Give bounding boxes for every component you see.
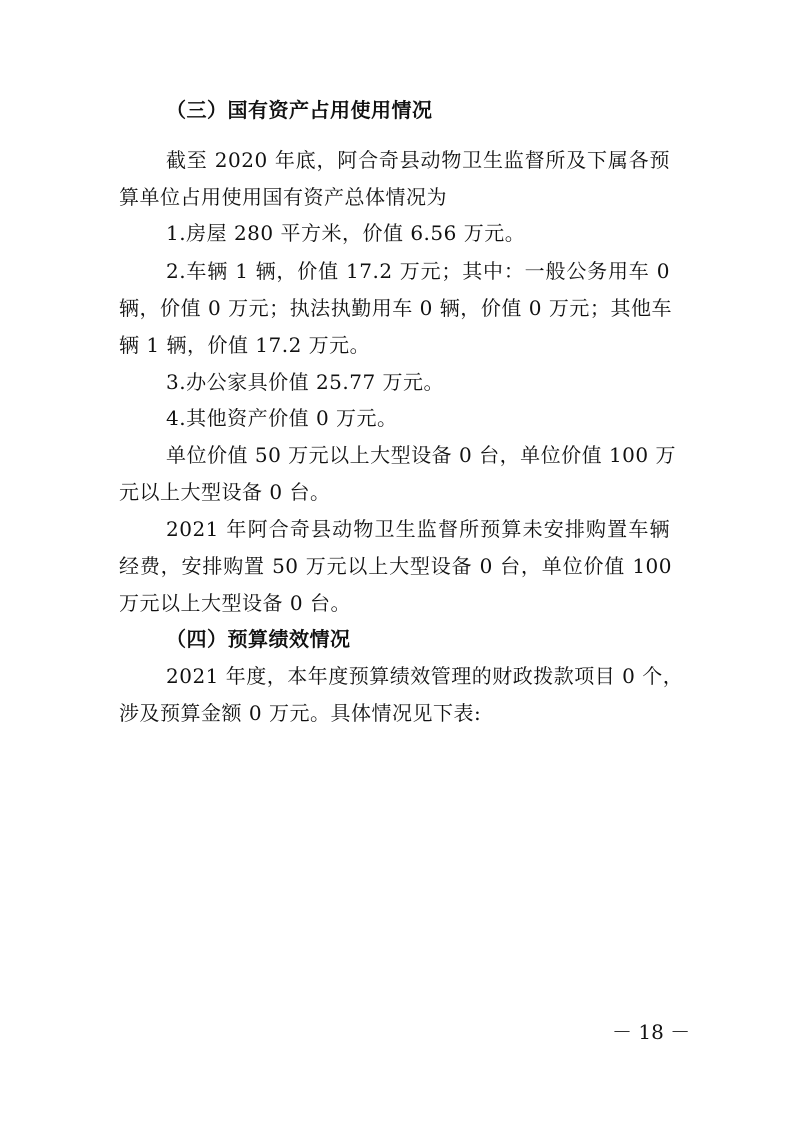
paragraph-line: 算单位占用使用国有资产总体情况为 xyxy=(119,185,447,209)
paragraph-line: 元以上大型设备 0 台。 xyxy=(119,480,331,504)
paragraph-line: 辆 1 辆，价值 17.2 万元。 xyxy=(119,333,371,357)
list-item-vehicles: 2.车辆 1 辆，价值 17.2 万元；其中：一般公务用车 0 xyxy=(166,259,670,283)
page-number: － 18 － xyxy=(612,1020,691,1044)
paragraph-line: 万元以上大型设备 0 台。 xyxy=(119,591,351,615)
paragraph-line: 2021 年度，本年度预算绩效管理的财政拨款项目 0 个， xyxy=(166,664,684,688)
paragraph-line: 辆，价值 0 万元；执法执勤用车 0 辆，价值 0 万元；其他车 xyxy=(119,296,672,320)
paragraph-line: 截至 2020 年底，阿合奇县动物卫生监督所及下属各预 xyxy=(166,148,670,172)
section-heading-performance: （四）预算绩效情况 xyxy=(166,627,351,651)
list-item-housing: 1.房屋 280 平方米，价值 6.56 万元。 xyxy=(166,221,526,245)
paragraph-line: 2021 年阿合奇县动物卫生监督所预算未安排购置车辆 xyxy=(166,517,670,541)
list-item-furniture: 3.办公家具价值 25.77 万元。 xyxy=(166,370,445,394)
section-heading-assets: （三）国有资产占用使用情况 xyxy=(166,98,433,122)
paragraph-line: 涉及预算金额 0 万元。具体情况见下表: xyxy=(119,701,482,725)
paragraph-line: 经费，安排购置 50 万元以上大型设备 0 台，单位价值 100 xyxy=(119,554,672,578)
paragraph-line: 单位价值 50 万元以上大型设备 0 台，单位价值 100 万 xyxy=(166,443,676,467)
list-item-other-assets: 4.其他资产价值 0 万元。 xyxy=(166,406,398,430)
